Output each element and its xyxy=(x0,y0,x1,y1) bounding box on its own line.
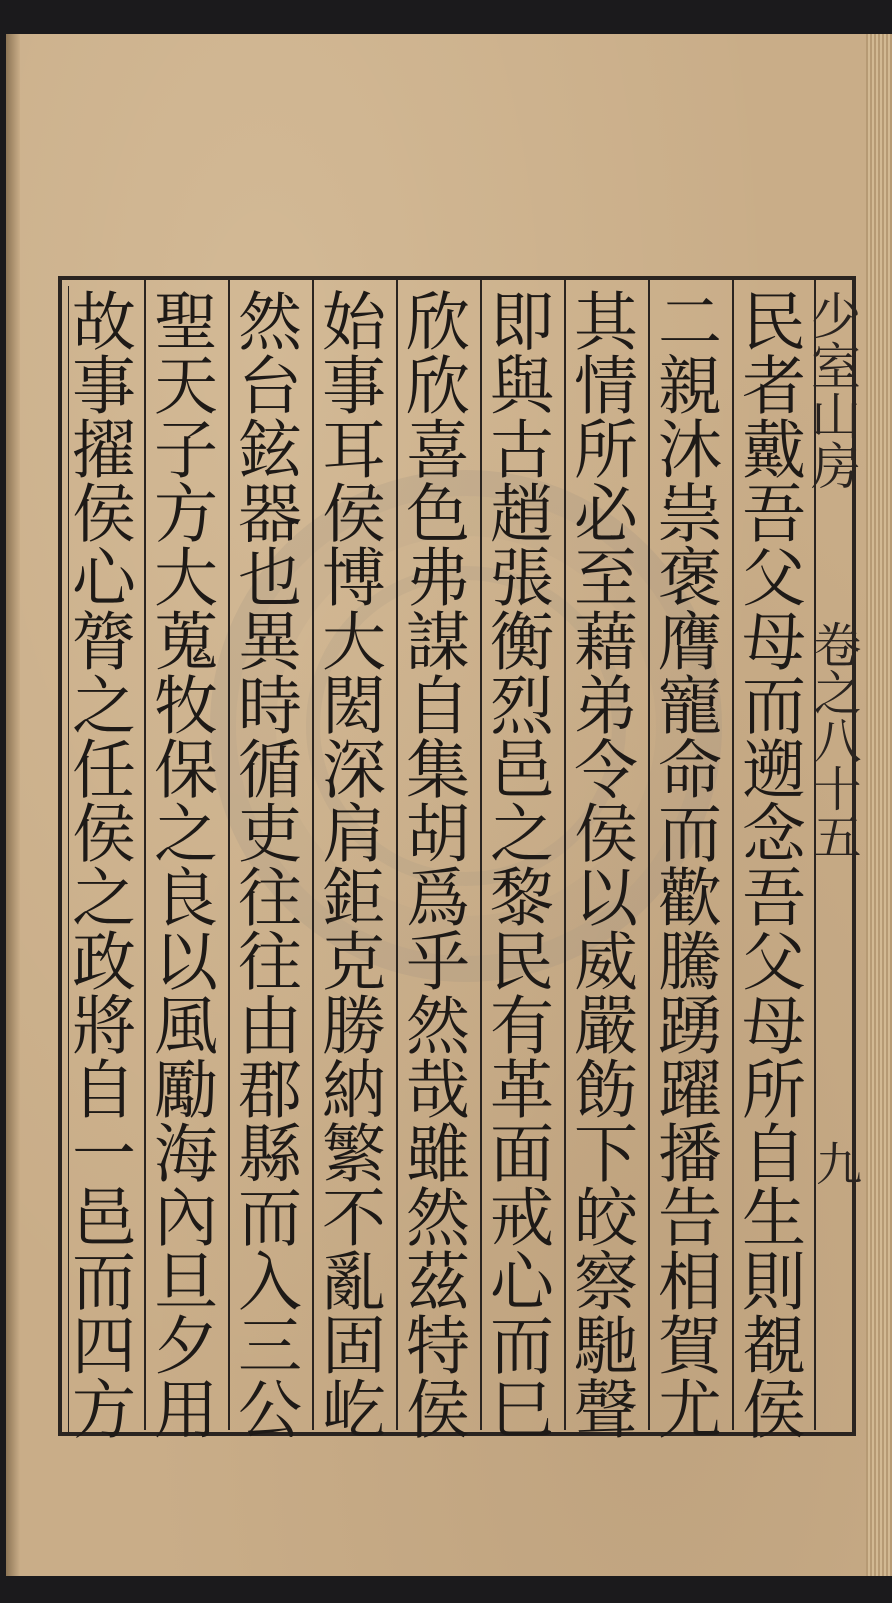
text-column-5: 欣欣喜色弗謀自集胡爲乎然哉雖然茲特侯 xyxy=(395,288,469,1440)
text-column-9: 故事擢侯心膂之任侯之政將自一邑而四方 xyxy=(61,288,135,1440)
text-column-6: 始事耳侯博大閎深肩鉅克勝納繁不亂固屹 xyxy=(311,288,385,1440)
page-edge xyxy=(866,34,892,1576)
text-column-7: 然台鉉器也異時循吏往往由郡縣而入三公 xyxy=(227,288,301,1440)
margin-chapter: 卷之八十五 xyxy=(805,620,861,860)
text-column-1: 民者戴吾父母而遡念吾父母所自生則覩侯 xyxy=(731,288,805,1440)
margin-title: 少室山房 xyxy=(803,290,861,490)
text-column-4: 即與古趙張衡烈邑之黎民有革面戒心而巳 xyxy=(479,288,553,1440)
margin-page-number: 九 xyxy=(809,1140,863,1186)
page-gutter xyxy=(6,34,20,1576)
text-column-8: 聖天子方大蒐牧保之良以風勵海內旦夕用 xyxy=(143,288,217,1440)
text-column-3: 其情所必至藉弟令侯以威嚴飭下皎察馳聲 xyxy=(563,288,637,1440)
text-column-2: 二親沐祟褒膺寵命而歡騰踴躍播告相賀尤 xyxy=(647,288,721,1440)
